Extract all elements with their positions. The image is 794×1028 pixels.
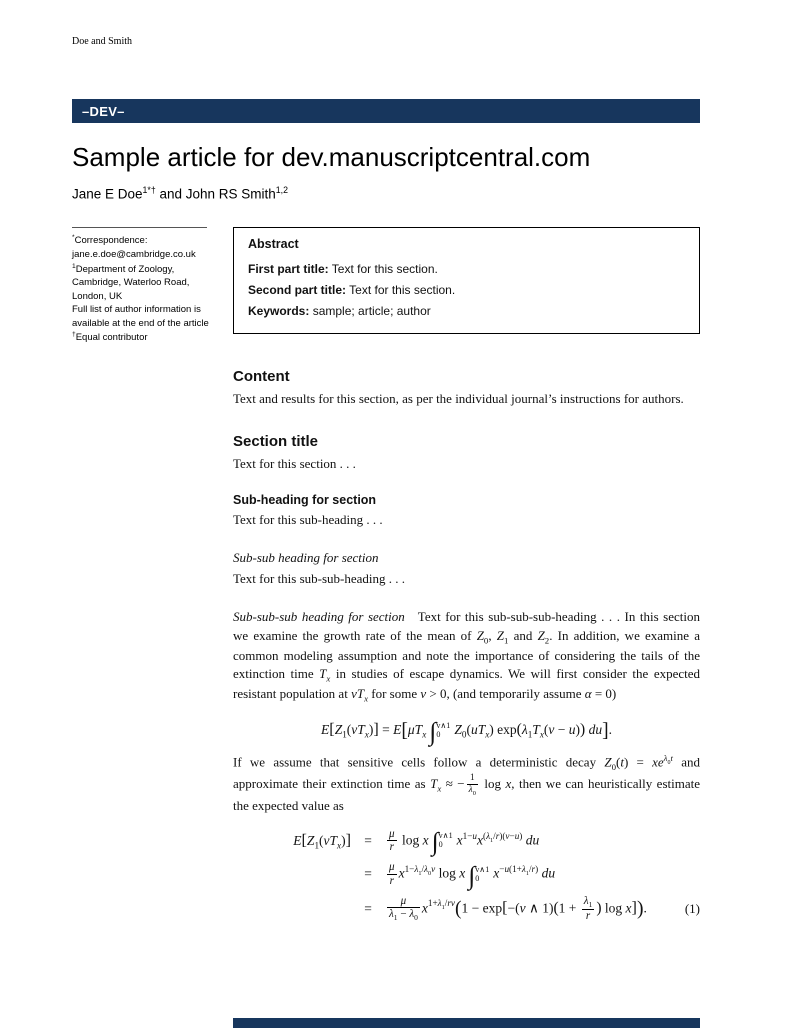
equation-array — [233, 828, 700, 923]
equation-lhs: $E[Z_1(vT_x)]$ — [293, 831, 351, 851]
dev-banner — [72, 99, 700, 123]
display-equation: $E[Z_1(vT_x)] = E[\mu T_x$ ∫ v∧1 0 $Z_0(uT_x) \exp(\lambda_1T_x(v - u))$ du]. — [321, 716, 612, 746]
equals-sign: = — [364, 900, 372, 916]
margin-note-correspondence: *Correspondence: — [72, 234, 148, 247]
footer-banner — [233, 1018, 700, 1028]
sub-heading: Sub-heading for section — [233, 493, 377, 508]
decay-paragraph: If we assume that sensitive cells follow a deterministic decay $Z_0(t) = xe^{\lambda_0t}$ and approximate their extinction time as $T_x$ ≈ − $\frac{1}{\lambda_0}$ log x, then we can heuristically estimate the expected value as — [233, 752, 700, 814]
equation-rhs: $\frac{\mu}{\lambda_1 - \lambda_0}$ $x^{1+\lambda_1/rv}(1 - \exp[-(v$ ∧ 1)(1 + $\frac{\lambda_1}{r}$ ) log x]). — [389, 894, 647, 923]
margin-note-authorinfo-2: available at the end of the article — [72, 317, 209, 329]
margin-note-affiliation-3: London, UK — [72, 290, 123, 302]
abstract-second-part — [248, 280, 685, 301]
article-title: Sample article for dev.manuscriptcentral.com — [72, 142, 591, 172]
section-paragraph: Text for this section . . . — [233, 455, 356, 471]
margin-note-affiliation-1: $^1$Department of Zoology, — [72, 262, 175, 275]
abstract-first-part — [248, 259, 685, 280]
content-heading: Content — [233, 368, 290, 386]
footnote-rule — [72, 227, 207, 228]
two-column-layout — [72, 227, 700, 930]
abstract-second-part-text: Text for this section. — [349, 283, 456, 298]
sub-sub-heading-paragraph: Text for this sub-sub-heading . . . — [233, 570, 406, 586]
margin-note-equal-contributor: †Equal contributor — [72, 331, 148, 344]
sub-sub-sub-paragraph: Sub-sub-sub heading for section Text for this sub-sub-sub-heading . . . In this section we examine the growth rate of the mean of $Z_0$, $Z_1$ and $Z_2$. In addition, we examine a common modeling assumption and note the importance of considering the tails of the extinction time $T_x$ in studies of escape dynamics. We will first consider the expected resistant population at $vT_x$ for some v > 0, (and temporarily assume α = 0) — [233, 609, 701, 704]
abstract-first-part-text: Text for this section. — [331, 262, 438, 277]
authors-line: Jane E Doe$^{1*\dagger}$ and John RS Smith$^{1,2}$ — [72, 184, 288, 202]
sub-sub-heading: Sub-sub heading for section — [233, 549, 379, 565]
equals-sign: = — [364, 832, 372, 848]
sub-heading-paragraph: Text for this sub-heading . . . — [233, 512, 383, 528]
margin-notes-column — [72, 227, 215, 930]
equation-row-3 — [233, 895, 700, 924]
abstract-box — [233, 227, 700, 334]
equation-rhs: $\frac{\mu}{r}$ log x ∫ v∧1 0 $x^{1-u}x^{(\lambda_1/r)(v-u)}$ du — [389, 827, 540, 857]
equals-sign: = — [364, 866, 372, 882]
abstract-keywords-text: sample; article; author — [312, 304, 431, 319]
abstract-second-part-label: Second part title: — [248, 283, 347, 298]
equation-row-2 — [233, 860, 700, 890]
equation-row-1 — [233, 827, 700, 857]
equation-rhs: $\frac{\mu}{r}$ $x^{1-\lambda_1/\lambda_0v}$ log x ∫ v∧1 0 $x^{-u(1+\lambda_1/r)}$ du — [389, 860, 556, 890]
abstract-keywords-label: Keywords: — [248, 304, 310, 319]
abstract-heading: Abstract — [248, 237, 299, 252]
equation-number: (1) — [684, 900, 700, 916]
margin-note-affiliation-2: Cambridge, Waterloo Road, — [72, 277, 190, 289]
abstract-first-part-label: First part title: — [248, 262, 329, 277]
dev-banner-label: –DEV– — [82, 103, 125, 119]
margin-note-authorinfo-1: Full list of author information is — [72, 304, 201, 316]
content-paragraph: Text and results for this section, as per the individual journal’s instructions for authors. — [233, 391, 684, 407]
section-title-heading: Section title — [233, 432, 319, 450]
abstract-keywords — [248, 301, 685, 322]
correspondence-email: jane.e.doe@cambridge.co.uk — [72, 249, 196, 261]
main-column — [233, 227, 700, 930]
running-header: Doe and Smith — [72, 36, 132, 47]
